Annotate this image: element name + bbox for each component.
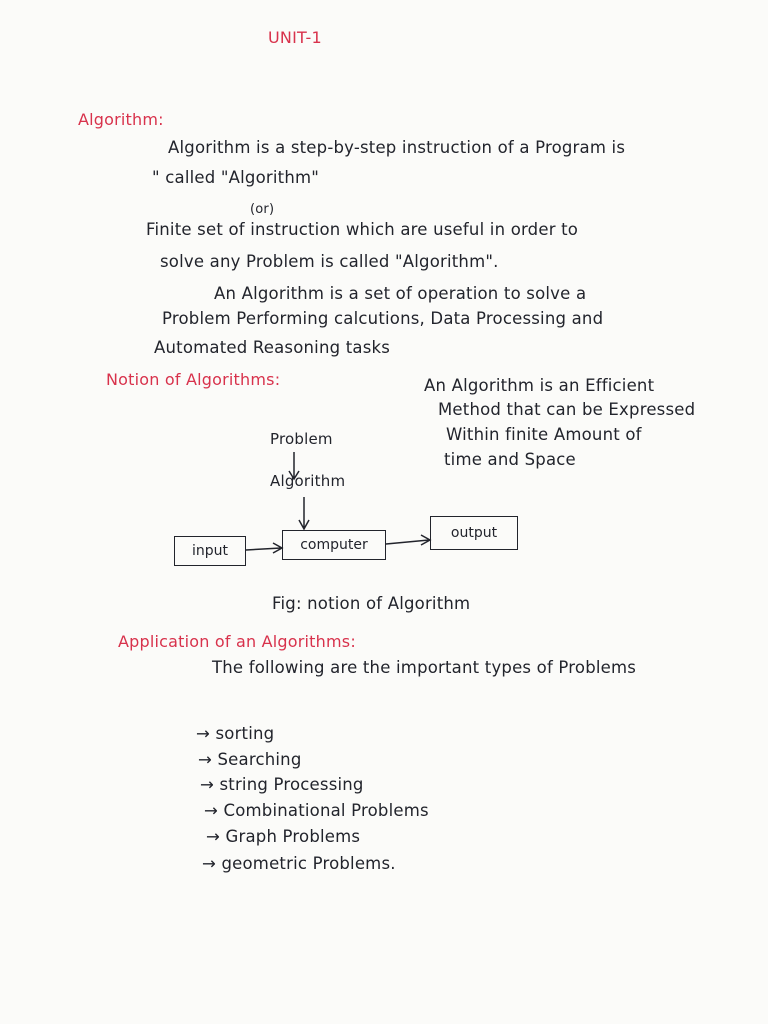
list-item: → Combinational Problems bbox=[204, 801, 429, 820]
definition-3-line-2: Problem Performing calcutions, Data Processing and bbox=[162, 309, 604, 328]
arrow-bullet-icon: → bbox=[202, 854, 222, 873]
definition-3-line-3: Automated Reasoning tasks bbox=[154, 338, 391, 357]
arrow-bullet-icon: → bbox=[200, 775, 220, 794]
list-item: → string Processing bbox=[200, 775, 364, 794]
application-heading: Application of an Algorithms: bbox=[118, 632, 356, 651]
list-item: → Graph Problems bbox=[206, 827, 361, 846]
list-item: → sorting bbox=[196, 724, 275, 743]
definition-1-line-2: " called "Algorithm" bbox=[152, 168, 320, 187]
diagram-algorithm-label: Algorithm bbox=[270, 472, 346, 490]
definition-1-line-1: Algorithm is a step-by-step instruction of a Program is bbox=[168, 138, 626, 157]
list-item: → Searching bbox=[198, 750, 302, 769]
algorithm-heading: Algorithm: bbox=[78, 110, 164, 129]
notion-heading: Notion of Algorithms: bbox=[106, 370, 281, 389]
figure-caption: Fig: notion of Algorithm bbox=[272, 594, 471, 613]
application-intro: The following are the important types of Problems bbox=[212, 658, 637, 677]
notion-note-line-3: Within finite Amount of bbox=[446, 425, 642, 444]
diagram-problem-label: Problem bbox=[270, 430, 333, 448]
list-item: → geometric Problems. bbox=[202, 854, 396, 873]
arrow-bullet-icon: → bbox=[198, 750, 218, 769]
arrow-bullet-icon: → bbox=[196, 724, 216, 743]
unit-title: UNIT-1 bbox=[268, 28, 322, 47]
arrow-bullet-icon: → bbox=[204, 801, 224, 820]
or-separator: (or) bbox=[250, 202, 275, 217]
notion-note-line-1: An Algorithm is an Efficient bbox=[424, 376, 655, 395]
definition-2-line-2: solve any Problem is called "Algorithm". bbox=[160, 252, 499, 271]
definition-3-line-1: An Algorithm is a set of operation to solve a bbox=[214, 284, 587, 303]
notion-note-line-2: Method that can be Expressed bbox=[438, 400, 696, 419]
arrow-problem-to-algorithm bbox=[289, 452, 299, 479]
arrow-input-to-computer bbox=[246, 543, 282, 553]
notion-note-line-4: time and Space bbox=[444, 450, 576, 469]
diagram-computer-label: computer bbox=[300, 537, 368, 553]
diagram-input-label: input bbox=[191, 543, 228, 559]
arrow-bullet-icon: → bbox=[206, 827, 226, 846]
arrow-algorithm-to-computer bbox=[299, 497, 309, 529]
arrow-computer-to-output bbox=[386, 535, 430, 545]
diagram-output-label: output bbox=[450, 525, 498, 541]
definition-2-line-1: Finite set of instruction which are useful in order to bbox=[146, 220, 579, 239]
